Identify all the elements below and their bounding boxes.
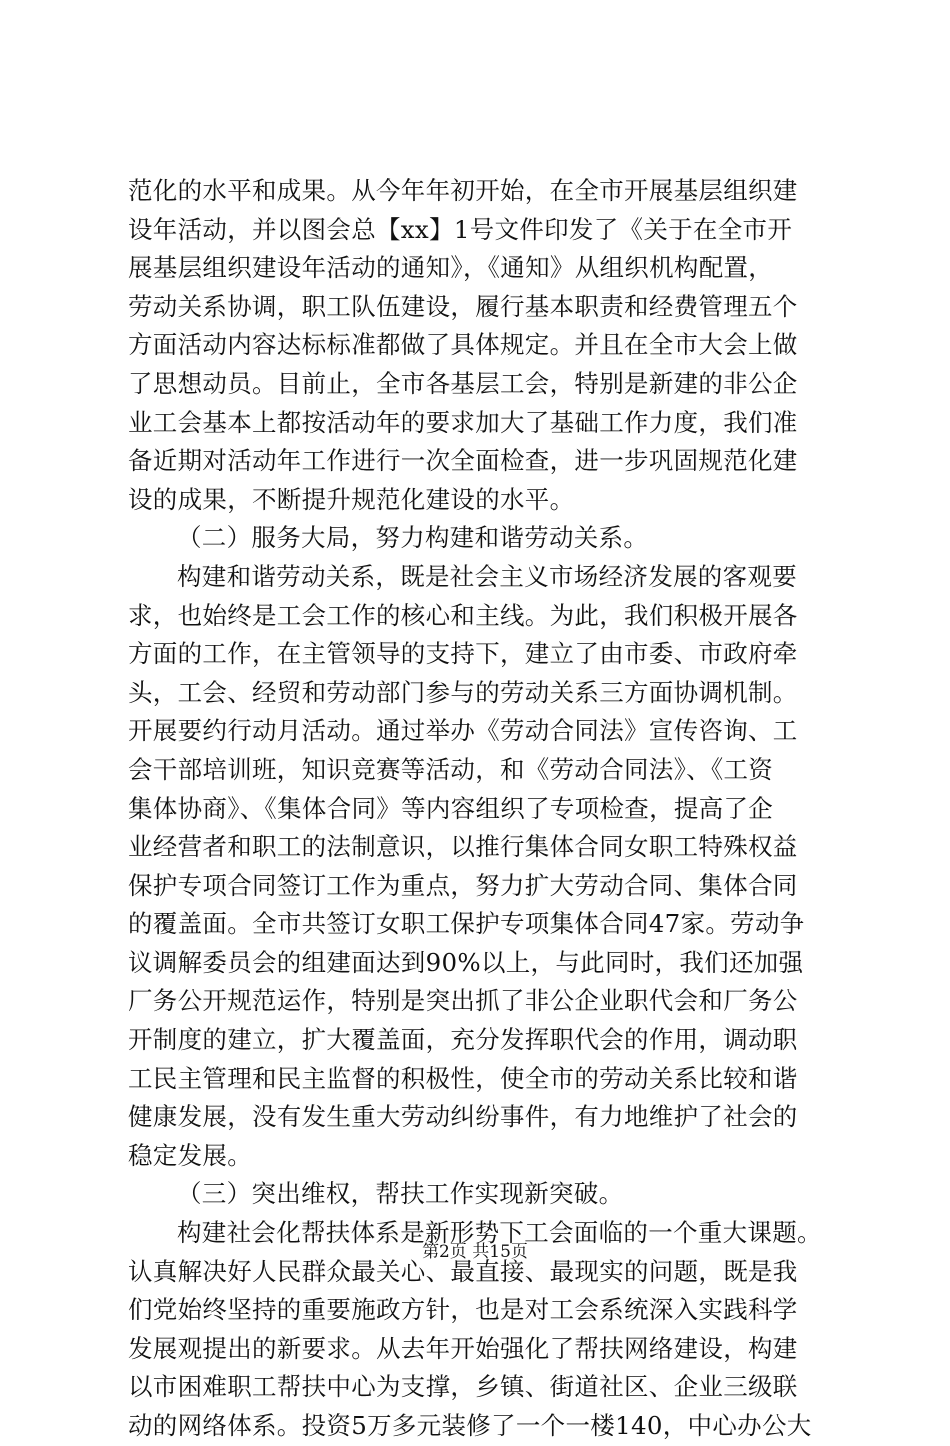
text-line: 范化的水平和成果。从今年年初开始，在全市开展基层组织建 [128,176,798,205]
text-line: 认真解决好人民群众最关心、最直接、最现实的问题，既是我 [128,1256,798,1286]
text-line: 的覆盖面。全市共签订女职工保护专项集体合同47家。劳动争 [128,909,805,939]
text-line: 以市困难职工帮扶中心为支撑，乡镇、街道社区、企业三级联 [128,1372,798,1402]
text-line: 们党始终坚持的重要施政方针，也是对工会系统深入实践科学 [128,1295,798,1325]
text-line: 业工会基本上都按活动年的要求加大了基础工作力度，我们准 [128,407,798,437]
text-line: （三）突出维权，帮扶工作实现新突破。 [177,1179,624,1209]
text-line: 开制度的建立，扩大覆盖面，充分发挥职代会的作用，调动职 [128,1025,798,1055]
text-line: 开展要约行动月活动。通过举办《劳动合同法》宣传咨询、工 [128,716,798,746]
text-line: 会干部培训班，知识竞赛等活动，和《劳动合同法》、《工资 [128,754,774,784]
text-line: 议调解委员会的组建面达到90%以上，与此同时，我们还加强 [128,947,804,977]
text-line: 集体协商》、《集体合同》等内容组织了专项检查，提高了企 [128,793,774,823]
text-line: 设的成果，不断提升规范化建设的水平。 [128,484,575,514]
text-line: 稳定发展。 [128,1140,252,1170]
text-line: 了思想动员。目前止，全市各基层工会，特别是新建的非公企 [128,368,798,398]
text-line: 健康发展，没有发生重大劳动纠纷事件，有力地维护了社会的 [128,1102,798,1132]
text-line: 方面的工作，在主管领导的支持下，建立了由市委、市政府牵 [128,639,798,669]
text-line: 保护专项合同签订工作为重点，努力扩大劳动合同、集体合同 [128,870,798,900]
text-line: 备近期对活动年工作进行一次全面检查，进一步巩固规范化建 [128,446,798,476]
text-line: 劳动关系协调，职工队伍建设，履行基本职责和经费管理五个 [128,291,798,321]
text-line: 方面活动内容达标标准都做了具体规定。并且在全市大会上做 [128,330,798,360]
text-line: 展基层组织建设年活动的通知》，《通知》从组织机构配置， [128,253,774,283]
text-line: 工民主管理和民主监督的积极性，使全市的劳动关系比较和谐 [128,1063,798,1093]
text-line: （二）服务大局，努力构建和谐劳动关系。 [177,523,649,553]
text-line: 动的网络体系。投资5万多元装修了一个一楼140，中心办公大 [128,1411,812,1440]
text-line: 发展观提出的新要求。从去年开始强化了帮扶网络建设，构建 [128,1333,798,1363]
text-line: 构建和谐劳动关系，既是社会主义市场经济发展的客观要 [177,561,797,591]
page-footer: 第2页 共15页 [422,1242,528,1262]
text-line: 业经营者和职工的法制意识，以推行集体合同女职工特殊权益 [128,832,798,862]
text-line: 厂务公开规范运作，特别是突出抓了非公企业职代会和厂务公 [128,986,798,1016]
text-line: 设年活动，并以图会总【xx】1号文件印发了《关于在全市开 [128,214,793,244]
text-line: 头，工会、经贸和劳动部门参与的劳动关系三方面协调机制。 [128,677,798,707]
text-line: 求，也始终是工会工作的核心和主线。为此，我们积极开展各 [128,600,798,630]
text-line: 构建社会化帮扶体系是新形势下工会面临的一个重大课题。 [177,1218,822,1248]
